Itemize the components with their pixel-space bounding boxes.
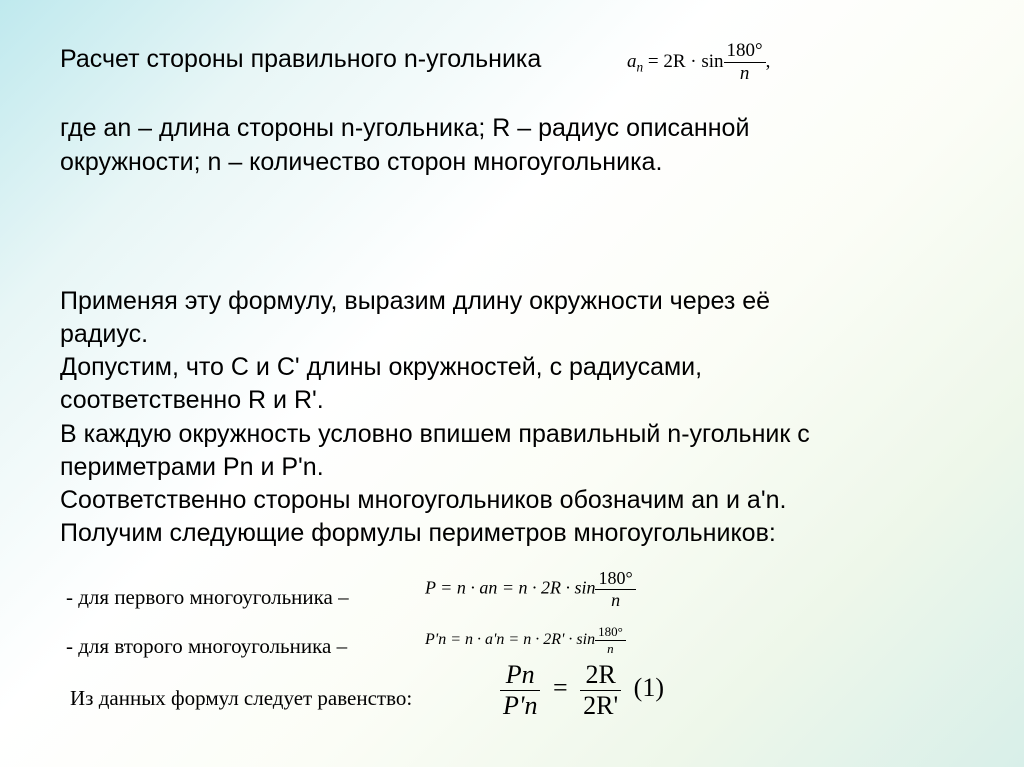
definition-line-1: где an – длина стороны n-угольника; R – радиус описанной [60, 114, 750, 142]
equality-left-den: P'n [503, 691, 538, 720]
second-formula-num: 180° [598, 624, 623, 639]
paragraph-2-line-2: соответственно R и R'. [60, 386, 324, 414]
equality-label: Из данных формул следует равенство: [70, 686, 413, 710]
second-formula-expr: P'n = n · a'n = n · 2R' · sin [425, 631, 596, 649]
first-formula [425, 568, 636, 611]
definition-line-2: окружности; n – количество сторон многоугольника. [60, 148, 663, 176]
paragraph-1-line-2: радиус. [60, 320, 149, 348]
side-formula-fraction [724, 40, 766, 85]
first-formula-den: n [611, 590, 621, 610]
side-formula-lhs: a [627, 50, 637, 72]
first-formula-label: - для первого многоугольника – [66, 585, 349, 609]
first-formula-expr: P = n · an = n · 2R · sin [425, 577, 596, 598]
second-formula-fraction [595, 624, 626, 657]
paragraph-2-line-1: Допустим, что C и C' длины окружностей, с радиусами, [60, 353, 703, 381]
paragraph-3-line-2: периметрами Pn и P'n. [60, 453, 324, 481]
paragraph-3-line-1: В каждую окружность условно впишем правильный n-угольник с [60, 420, 810, 448]
equality-right-num: 2R [585, 660, 616, 689]
paragraph-5-line-1: Получим следующие формулы периметров многоугольников: [60, 519, 776, 547]
intro-title-text: Расчет стороны правильного n-угольника [60, 45, 542, 73]
side-formula-tail: , [765, 50, 771, 72]
side-formula-sub: n [636, 59, 644, 75]
equality-right-fraction [580, 660, 621, 721]
first-formula-num: 180° [598, 568, 633, 588]
side-formula-mid: = 2R · sin [643, 50, 724, 72]
equality-left-num: Pn [505, 660, 535, 689]
second-formula-label: - для второго многоугольника – [66, 634, 348, 658]
first-formula-fraction [595, 568, 635, 611]
equation-number: (1) [633, 673, 664, 703]
equality-left-fraction [500, 660, 540, 721]
second-formula-den: n [607, 641, 614, 656]
intro-title [60, 44, 541, 74]
second-formula [425, 624, 626, 657]
side-formula-num: 180° [726, 40, 763, 61]
side-formula [627, 40, 770, 85]
paragraph-1-line-1: Применяя эту формулу, выразим длину окружности через её [60, 287, 771, 315]
equality-formula [500, 660, 664, 721]
paragraph-4-line-1: Соответственно стороны многоугольников обозначим an и a'n. [60, 486, 787, 514]
equality-right-den: 2R' [583, 691, 619, 720]
equals-sign: = [552, 673, 568, 703]
side-formula-den: n [739, 63, 750, 84]
